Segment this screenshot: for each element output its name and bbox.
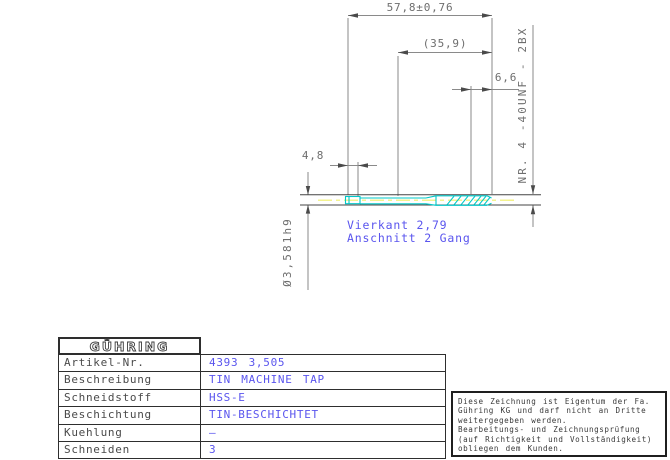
table-row: [59, 424, 445, 441]
brand-logo-cell: [58, 337, 201, 355]
field-label: Kuehlung: [59, 425, 201, 441]
disclaimer-line: Gühring KG und darf nicht an Dritte: [458, 406, 647, 416]
dimension-arrows: [306, 13, 535, 214]
field-label: Schneiden: [59, 442, 201, 458]
title-block-table: [58, 354, 446, 459]
field-value: TIN-BESCHICHTET: [209, 408, 319, 422]
disclaimer-line: weitergegeben werden.: [458, 415, 568, 425]
disclaimer-line: Diese Zeichnung ist Eigentum der Fa.: [458, 397, 650, 406]
field-label: Beschichtung: [59, 407, 201, 423]
dim-thread-length: (35,9): [422, 37, 468, 50]
note-lead: Anschnitt 2 Gang: [347, 231, 471, 245]
field-label: Beschreibung: [59, 372, 201, 388]
table-row: [59, 406, 445, 423]
table-row: [59, 441, 445, 458]
table-row: [59, 355, 445, 371]
field-value: 3: [209, 442, 217, 456]
dim-total-length: 57,8±0,76: [386, 1, 454, 14]
brand-logo: GÜHRING: [89, 338, 170, 354]
dim-chamfer-length: 6,6: [494, 71, 518, 84]
field-value: TIN MACHINE TAP: [209, 373, 325, 387]
field-label: Schneidstoff: [59, 390, 201, 406]
field-value: HSS-E: [209, 390, 246, 404]
table-row: [59, 371, 445, 388]
note-square: Vierkant 2,79: [347, 218, 448, 232]
disclaimer-line: (auf Richtigkeit und Vollständigkeit): [458, 434, 653, 444]
field-label: Artikel-Nr.: [59, 355, 201, 371]
dim-shank-diameter: Ø3,581h9: [281, 217, 294, 287]
table-row: [59, 389, 445, 406]
thread-designation: NR. 4 -40UNF - 2BX: [516, 26, 529, 184]
field-value: –: [209, 425, 217, 439]
field-value: 4393 3,505: [209, 356, 286, 369]
dim-square-length: 4,8: [301, 149, 325, 162]
dimension-lines: [308, 16, 533, 291]
disclaimer-line: Bearbeitungs- und Zeichnungsprüfung: [458, 425, 641, 435]
ownership-disclaimer: [451, 391, 667, 457]
disclaimer-line: obliegen dem Kunden.: [458, 444, 564, 454]
